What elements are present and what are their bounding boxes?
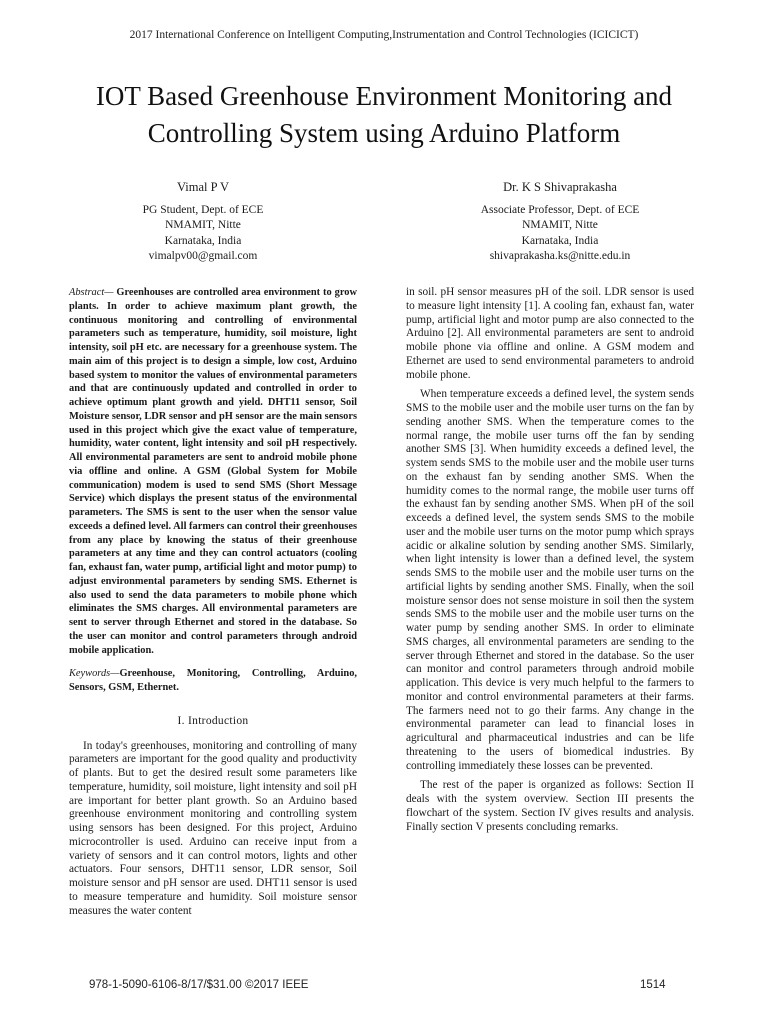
author-block <box>430 180 690 265</box>
paper-title: IOT Based Greenhouse Environment Monitoring and Controlling System using Arduino Platform <box>95 81 673 148</box>
author-name: Vimal P V <box>176 180 230 194</box>
author-email: vimalpv00@gmail.com <box>148 250 258 263</box>
author-institution: NMAMIT, Nitte <box>165 219 241 232</box>
abstract-label: Abstract <box>69 287 105 298</box>
intro-paragraph-1-continued: in soil. pH sensor measures pH of the soil. LDR sensor is used to measure light intensity [1]. A cooling fan, exhaust fan, water pump, artificial light and motor pump are also connected to the Arduino [2]. All environmental parameters are sent to android mobile phone via offline and online. A GSM modem and Ethernet are used to send environmental parameters to android mobile phone. <box>406 286 694 381</box>
author-position: PG Student, Dept. of ECE <box>142 203 264 216</box>
author-block <box>73 180 333 265</box>
keywords-label: Keywords <box>69 668 111 680</box>
keywords-text: Greenhouse, Monitoring, Controlling, Arduino, Sensors, GSM, Ethernet. <box>69 668 357 693</box>
footer-copyright: 978-1-5090-6106-8/17/$31.00 ©2017 IEEE <box>89 979 309 991</box>
author-name: Dr. K S Shivaprakasha <box>503 180 617 194</box>
running-header: 2017 International Conference on Intelligent Computing,Instrumentation and Control Technologies (ICICICT) <box>129 29 639 41</box>
intro-paragraph-2: When temperature exceeds a defined level, the system sends SMS to the mobile user and the mobile user turns on the fan by sending another SMS. When the temperature comes to the normal range, the mobile user turns off the fan by sending another SMS [3]. When humidity exceeds a defined level, the system sends SMS to the mobile user and the mobile user turns on the exhaust fan by sending another SMS. When the humidity comes to the normal range, the mobile user turns off the exhaust fan by sending another SMS. When pH of the soil exceeds a defined level, the system sends SMS to the mobile user and the mobile user turns on the motor pump which sprays acidic or alkaline solution by sending another SMS. Similarly, when light intensity is lower than a defined level, the system sends SMS to the mobile user and the mobile user turns on the artificial lights by sending another SMS. Finally, when the soil moisture sensor does not sense moisture in soil then the system sends SMS to the mobile user and the mobile user turns on the water pump by sending another SMS. In order to eliminate SMS charges, all environmental parameters are sending to the server through Ethernet and stored in the database. So the user can monitor and control parameters through android mobile application. This device is very much helpful to the farmers to monitor and control environmental parameters at their farms. The farmers need not to go their farms. Any change in the environmental parameter can lead to financial loses in agricultural and pharmaceutical industries and can be life threatening to the users of biomedical industries. By controlling immediately these losses can be prevented. <box>406 388 694 772</box>
section-heading-introduction: I. Introduction <box>177 714 249 727</box>
intro-paragraph-3: The rest of the paper is organized as follows: Section II deals with the system overview. Section III presents the flowchart of the system. Section IV gives results and analysis. Finally section V presents concluding remarks. <box>406 779 694 833</box>
author-email: shivaprakasha.ks@nitte.edu.in <box>489 250 631 263</box>
right-column <box>406 286 694 834</box>
intro-paragraph-1: In today's greenhouses, monitoring and controlling of many parameters are important for the good quality and productivity of plants. But to get the desired result some parameters like temperature, humidity, soil moisture, light intensity and soil pH are important for better plant growth. So an Arduino based greenhouse environment monitoring and controlling system using sensors has been designed. For this project, Arduino microcontroller is used. Arduino can receive input from a variety of sensors and it can control motors, lights and other actuators. Four sensors, DHT11 sensor, LDR sensor, Soil moisture sensor and pH sensor are used. DHT11 sensor is used to measure temperature and humidity. Soil moisture sensor measures the water content <box>69 739 357 917</box>
left-column <box>69 286 357 918</box>
keywords <box>69 667 357 695</box>
footer-page-number: 1514 <box>640 979 666 991</box>
author-institution: NMAMIT, Nitte <box>522 219 598 232</box>
abstract <box>69 286 357 657</box>
author-position: Associate Professor, Dept. of ECE <box>480 203 640 216</box>
author-location: Karnataka, India <box>164 234 242 247</box>
abstract-text: Greenhouses are controlled area environment to grow plants. In order to achieve maximum plant growth, the continuous monitoring and controlling of environmental parameters such as temperature, humidity, soil moisture, light intensity, soil pH etc. are necessary for a greenhouse system. The main aim of this project is to design a simple, low cost, Arduino based system to monitor the values of environmental parameters and that are continuously updated and controlled in order to achieve optimum plant growth and yield. DHT11 sensor, Soil Moisture sensor, LDR sensor and pH sensor are the main sensors used in this project which give the exact value of temperature, humidity, water content, light intensity and soil pH respectively. All environmental parameters are sent to android mobile phone via offline and online. A GSM (Global System for Mobile communication) modem is used to send SMS (Short Message Service) which displays the present status of the environmental parameters. The SMS is sent to the user when the sensor value exceeds a defined level. All farmers can control their greenhouses from any place by knowing the status of their greenhouse parameters at any time and they can control actuators (cooling fan, exhaust fan, water pump, artificial light and motor pump) to adjust environmental parameters by sending SMS. Ethernet is also used to send the data parameters to mobile phone which eliminates the SMS charges. All environmental parameters are sent to server through Ethernet and stored in the database. So the user can monitor and control parameters through android mobile application. <box>69 287 358 656</box>
abstract-separator: — <box>104 287 117 298</box>
keywords-separator: — <box>110 668 120 680</box>
author-location: Karnataka, India <box>521 234 599 247</box>
